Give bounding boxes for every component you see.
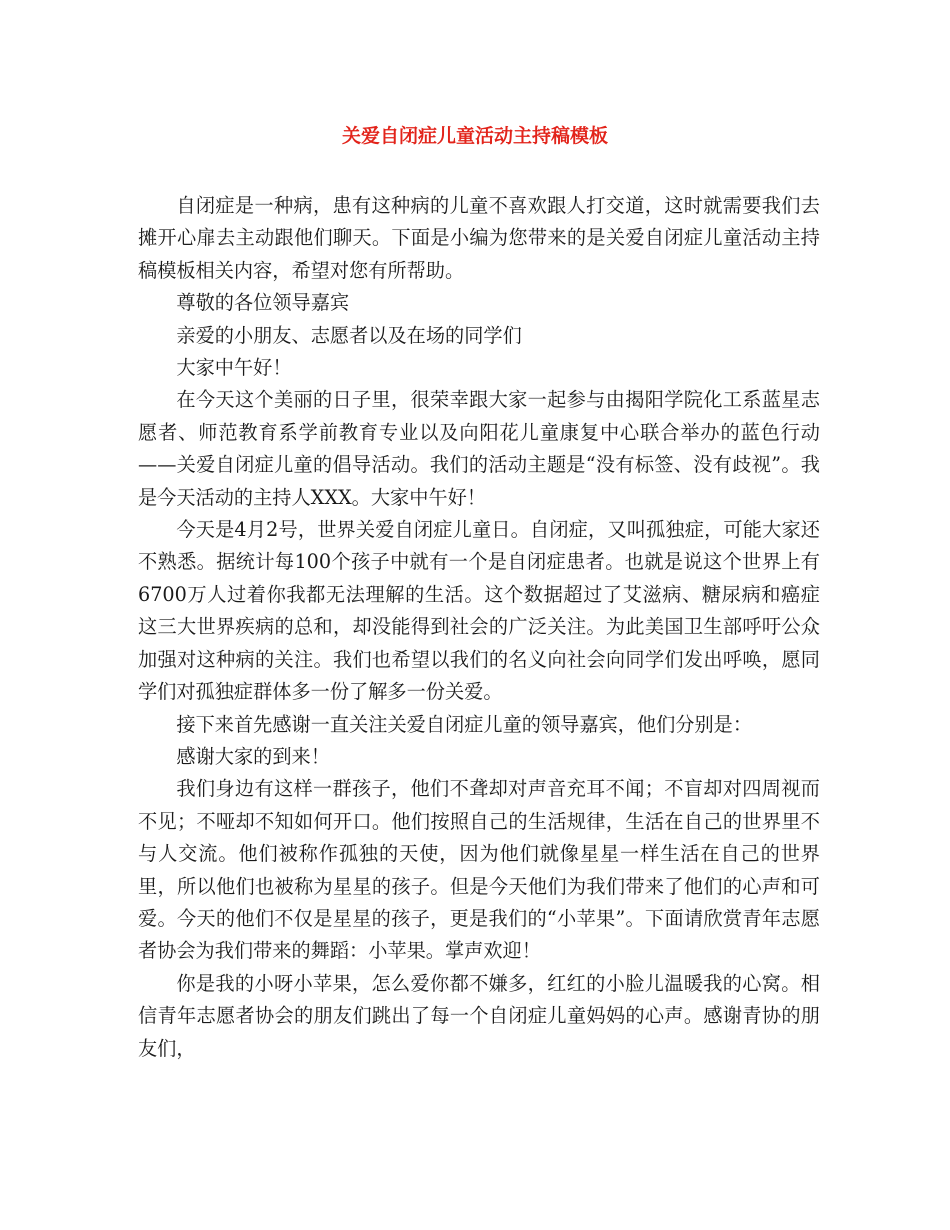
- document-title: 关爱自闭症儿童活动主持稿模板: [341, 125, 608, 147]
- document-body: [138, 190, 820, 1065]
- paragraph-greeting-friends: 亲爱的小朋友、志愿者以及在场的同学们: [176, 323, 522, 347]
- paragraph-thanks-guests: 接下来首先感谢一直关注关爱自闭症儿童的领导嘉宾，他们分别是：: [176, 712, 753, 736]
- paragraph-good-noon: 大家中午好！: [176, 356, 292, 380]
- paragraph-autism-day: 今天是4月2号，世界关爱自闭症儿童日。自闭症，又叫孤独症，可能大家还不熟悉。据统计每100个孩子中就有一个是自闭症患者。也就是说这个世界上有6700万人过着你我都无法理解的生活。这个数据超过了艾滋病、糖尿病和癌症这三大世界疾病的总和，却没能得到社会的广泛关注。为此美国卫生部呼吁公众加强对这种病的关注。我们也希望以我们的名义向社会向同学们发出呼唤，愿同学们对孤独症群体多一份了解多一份关爱。: [138, 518, 820, 704]
- paragraph-event-intro: 在今天这个美丽的日子里，很荣幸跟大家一起参与由揭阳学院化工系蓝星志愿者、师范教育系学前教育专业以及向阳花儿童康复中心联合举办的蓝色行动——关爱自闭症儿童的倡导活动。我们的活动主题是“没有标签、没有歧视”。我是今天活动的主持人XXX。大家中午好！: [138, 388, 820, 509]
- paragraph-thanks-all: 感谢大家的到来！: [176, 744, 330, 768]
- paragraph-star-children: 我们身边有这样一群孩子，他们不聋却对声音充耳不闻；不盲却对四周视而不见；不哑却不知如何开口。他们按照自己的生活规律，生活在自己的世界里不与人交流。他们被称作孤独的天使，因为他们就像星星一样生活在自己的世界里，所以他们也被称为星星的孩子。但是今天他们为我们带来了他们的心声和可爱。今天的他们不仅是星星的孩子，更是我们的“小苹果”。下面请欣赏青年志愿者协会为我们带来的舞蹈：小苹果。掌声欢迎！: [138, 777, 820, 963]
- paragraph-greeting-leaders: 尊敬的各位领导嘉宾: [176, 291, 350, 315]
- paragraph-intro: 自闭症是一种病，患有这种病的儿童不喜欢跟人打交道，这时就需要我们去摊开心扉去主动跟他们聊天。下面是小编为您带来的是关爱自闭症儿童活动主持稿模板相关内容，希望对您有所帮助。: [138, 194, 820, 282]
- paragraph-little-apple: 你是我的小呀小苹果，怎么爱你都不嫌多，红红的小脸儿温暖我的心窝。相信青年志愿者协会的朋友们跳出了每一个自闭症儿童妈妈的心声。感谢青协的朋友们，: [138, 971, 820, 1060]
